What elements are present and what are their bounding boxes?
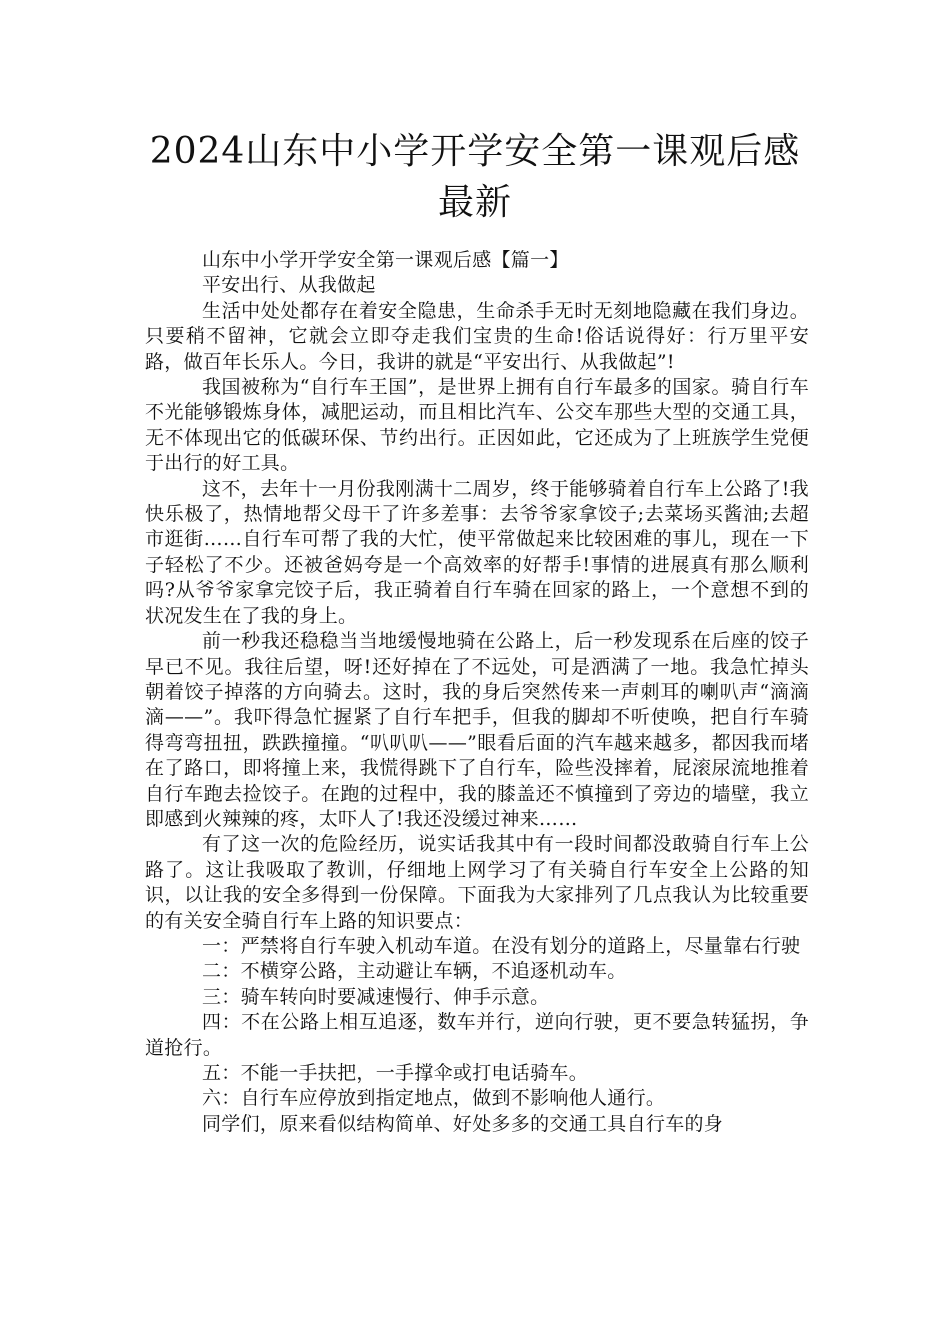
- paragraph: 有了这一次的危险经历，说实话我其中有一段时间都没敢骑自行车上公路了。这让我吸取了教训，仔细地上网学习了有关骑自行车安全上公路的知识，以让我的安全多得到一份保障。下面我为大家排列了几点我认为比较重要的有关安全骑自行车上路的知识要点：: [145, 833, 809, 932]
- paragraph: 生活中处处都存在着安全隐患，生命杀手无时无刻地隐藏在我们身边。只要稍不留神，它就会立即夺走我们宝贵的生命!俗话说得好：行万里平安路，做百年长乐人。今日，我讲的就是“平安出行、从我做起”!: [145, 299, 809, 373]
- list-item: 六：自行车应停放到指定地点，做到不影响他人通行。: [202, 1087, 666, 1110]
- document-body: [145, 248, 809, 1137]
- document-title: 2024山东中小学开学安全第一课观后感最新: [149, 131, 801, 223]
- paragraph: 同学们，原来看似结构简单、好处多多的交通工具自行车的身: [202, 1112, 724, 1135]
- section-heading: 山东中小学开学安全第一课观后感【篇一】: [202, 249, 569, 271]
- subtitle: 平安出行、从我做起: [202, 274, 376, 297]
- list-item: 二：不横穿公路，主动避让车辆，不追逐机动车。: [202, 960, 627, 983]
- list-item: 一：严禁将自行车驶入机动车道。在没有划分的道路上，尽量靠右行驶: [202, 934, 801, 957]
- list-item: 三：骑车转向时要减速慢行、伸手示意。: [202, 985, 550, 1008]
- list-item: 五：不能一手扶把，一手撑伞或打电话骑车。: [202, 1062, 589, 1084]
- list-item: 四：不在公路上相互追逐，数车并行，逆向行驶，更不要急转猛拐，争道抢行。: [145, 1011, 809, 1059]
- paragraph: 我国被称为“自行车王国”，是世界上拥有自行车最多的国家。骑自行车不光能够锻炼身体，减肥运动，而且相比汽车、公交车那些大型的交通工具，无不体现出它的低碳环保、节约出行。正因如此，它还成为了上班族学生党便于出行的好工具。: [145, 376, 809, 475]
- paragraph: 前一秒我还稳稳当当地缓慢地骑在公路上，后一秒发现系在后座的饺子早已不见。我往后望，呀!还好掉在了不远处，可是洒满了一地。我急忙掉头朝着饺子掉落的方向骑去。这时，我的身后突然传来一声刺耳的喇叭声“滴滴滴——”。我吓得急忙握紧了自行车把手，但我的脚却不听使唤，把自行车骑得弯弯扭扭，跌跌撞撞。“叭叭叭——”眼看后面的汽车越来越多，都因我而堵在了路口，即将撞上来，我慌得跳下了自行车，险些没摔着，屁滚尿流地推着自行车跑去捡饺子。在跑的过程中，我的膝盖还不慎撞到了旁边的墙壁，我立即感到火辣辣的疼，太吓人了!我还没缓过神来……: [145, 630, 809, 830]
- paragraph: 这不，去年十一月份我刚满十二周岁，终于能够骑着自行车上公路了!我快乐极了，热情地帮父母干了许多差事：去爷爷家拿饺子;去菜场买酱油;去超市逛街……自行车可帮了我的大忙，使平常做起来比较困难的事儿，现在一下子轻松了不少。还被爸妈夸是一个高效率的好帮手!事情的进展真有那么顺利吗?从爷爷家拿完饺子后，我正骑着自行车骑在回家的路上，一个意想不到的状况发生在了我的身上。: [145, 477, 809, 627]
